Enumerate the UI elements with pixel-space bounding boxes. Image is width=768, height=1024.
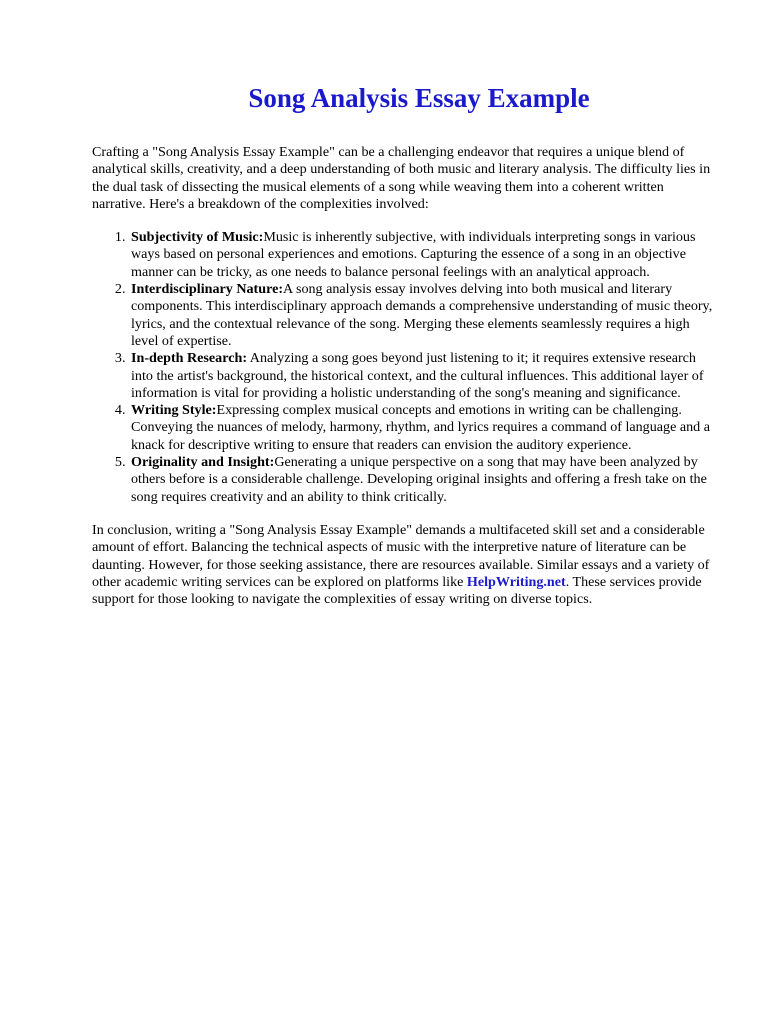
list-item — [129, 229, 718, 281]
list-item-term: Originality and Insight: — [131, 454, 275, 471]
list-item-text: Analyzing a song goes beyond just listening to it; it requires extensive research into the artist's background, the historical context, and the cultural influences. This additional layer of information is vital for providing a holistic understanding of the song's meaning and significance. — [131, 350, 704, 401]
conclusion-text-after: . These services provide support for those looking to navigate the complexities of essay writing on diverse topics. — [92, 573, 702, 608]
list-item-term: In-depth Research: — [131, 350, 248, 367]
conclusion-text-before: In conclusion, writing a "Song Analysis Essay Example" demands a multifaceted skill set and a considerable amount of effort. Balancing the technical aspects of music with the interpretive nature of literature can be daunting. However, for those seeking assistance, there are resources available. Similar essays and a variety of other academic writing services can be explored on platforms like — [92, 521, 710, 590]
page-title: Song Analysis Essay Example — [248, 83, 590, 113]
intro-paragraph: Crafting a "Song Analysis Essay Example" can be a challenging endeavor that requires a unique blend of analytical skills, creativity, and a deep understanding of both music and literary analysis. The difficulty lies in the dual task of dissecting the musical elements of a song while weaving them into a coherent written narrative. Here's a breakdown of the complexities involved: — [92, 144, 711, 212]
list-item — [129, 281, 718, 350]
conclusion-paragraph — [92, 522, 718, 608]
list-item-term: Interdisciplinary Nature: — [131, 281, 284, 298]
complexities-list — [92, 229, 718, 506]
list-item — [129, 350, 718, 402]
list-item-text: Music is inherently subjective, with individuals interpreting songs in various ways based on personal experiences and emotions. Capturing the essence of a song in an objective manner can be tricky, as one needs to balance personal feelings with an analytical approach. — [131, 229, 696, 280]
list-item-text: Expressing complex musical concepts and emotions in writing can be challenging. Conveying the nuances of melody, harmony, rhythm, and lyrics requires a command of language and a knack for descriptive writing to ensure that readers can envision the auditory experience. — [131, 402, 710, 453]
list-item-text: Generating a unique perspective on a song that may have been analyzed by others before is a considerable challenge. Developing original insights and offering a fresh take on the song requires creativity and an ability to think critically. — [131, 454, 707, 505]
list-item-text: A song analysis essay involves delving into both musical and literary components. This interdisciplinary approach demands a comprehensive understanding of music theory, lyrics, and the contextual relevance of the song. Merging these elements seamlessly requires a high level of expertise. — [131, 281, 713, 349]
list-item — [129, 402, 718, 454]
list-item-term: Writing Style: — [131, 402, 217, 419]
list-item-term: Subjectivity of Music: — [131, 229, 264, 246]
helpwriting-link[interactable]: HelpWriting.net — [466, 573, 566, 590]
list-item — [129, 454, 718, 506]
